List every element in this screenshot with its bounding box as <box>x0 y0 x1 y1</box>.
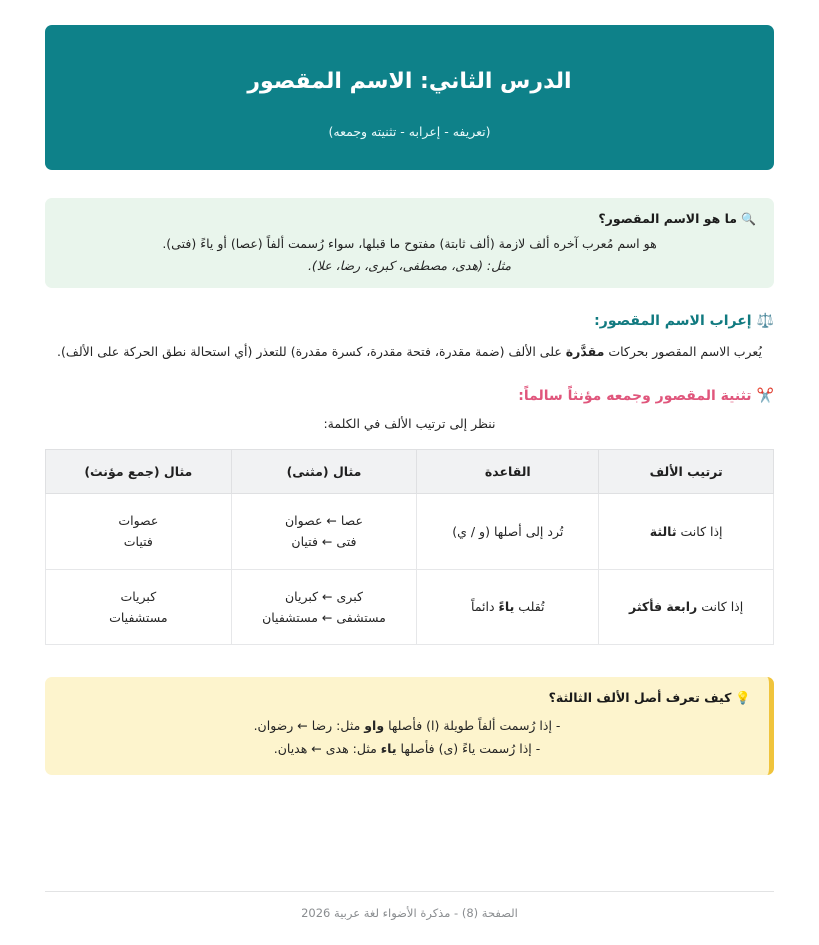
tip-line-1-before: - إذا رُسمت ألفاً طويلة (ا) فأصلها <box>384 718 561 734</box>
column-header-plural: مثال (جمع مؤنث) <box>46 450 232 494</box>
cell-rule-plain: تُقلب <box>514 599 545 615</box>
table-row <box>46 569 774 645</box>
column-header-order: ترتيب الألف <box>599 450 774 494</box>
cell-dual <box>231 569 417 645</box>
table-header-row <box>46 450 774 494</box>
cell-plural-line: عصوات <box>118 513 159 529</box>
tip-line-1-bold: واو <box>364 718 385 734</box>
tip-line-2-after: مثل: هدى ← هديان. <box>273 741 381 757</box>
cell-dual <box>231 494 417 570</box>
magnifier-icon: 🔍 <box>741 212 756 226</box>
lightbulb-icon: 💡 <box>735 690 751 706</box>
scissors-icon: ✂️ <box>756 388 774 405</box>
cell-order-plain: إذا كانت <box>697 599 744 615</box>
cell-order-bold: رابعة فأكثر <box>629 599 698 615</box>
table-row <box>46 494 774 570</box>
tip-line-1 <box>63 714 751 737</box>
cell-plural <box>46 494 232 570</box>
definition-body: هو اسم مُعرب آخره ألف لازمة (ألف ثابتة) مفتوح ما قبلها، سواء رُسمت ألفاً (عصا) أو ياءً (فتى). <box>162 236 657 251</box>
tip-line-1-after: مثل: رضا ← رضوان. <box>253 718 365 734</box>
section-heading-irab-text: إعراب الاسم المقصور: <box>594 312 752 329</box>
cell-dual-line: مستشفى ← مستشفيان <box>262 609 386 625</box>
cell-dual-line: كبرى ← كبريان <box>285 588 363 604</box>
column-header-rule: القاعدة <box>417 450 599 494</box>
cell-order-plain: إذا كانت <box>676 523 723 539</box>
cell-order <box>599 494 774 570</box>
tip-line-2-before: - إذا رُسمت ياءً (ى) فأصلها <box>396 741 541 757</box>
cell-rule: تُرد إلى أصلها (و / ي) <box>417 494 599 570</box>
cell-rule <box>417 569 599 645</box>
table-lead-line: ننظر إلى ترتيب الألف في الكلمة: <box>323 416 496 432</box>
definition-examples: مثل: (هدى، مصطفى، كبرى، رضا، علا). <box>307 257 512 273</box>
tip-line-2 <box>63 737 751 760</box>
section-heading-dual-plural <box>45 388 774 404</box>
tip-box <box>45 677 774 775</box>
irab-text-bold: مقدَّرة <box>565 343 605 359</box>
table-head <box>46 450 774 494</box>
page-footer: الصفحة (8) - مذكرة الأضواء لغة عربية 2026 <box>45 891 774 920</box>
lesson-header <box>45 25 774 170</box>
cell-rule-after: دائماً <box>471 599 499 615</box>
cell-rule-bold: ياءً <box>498 599 515 615</box>
tip-heading <box>63 690 751 706</box>
column-header-dual: مثال (مثنى) <box>231 450 417 494</box>
definition-heading <box>63 211 756 226</box>
cell-order <box>599 569 774 645</box>
definition-heading-text: ما هو الاسم المقصور؟ <box>598 211 738 226</box>
cell-dual-line: فتى ← فتيان <box>291 534 357 550</box>
irab-text-before: يُعرب الاسم المقصور بحركات <box>604 343 762 359</box>
cell-order-bold: ثالثة <box>649 523 677 539</box>
balance-scale-icon: ⚖️ <box>756 312 774 329</box>
tip-line-2-bold: ياء <box>380 741 397 757</box>
rules-table <box>45 449 774 645</box>
page-title: الدرس الثاني: الاسم المقصور <box>247 69 572 94</box>
table-body <box>46 494 774 645</box>
lesson-subtitle: (تعريفه - إعرابه - تثنيته وجمعه) <box>328 123 491 139</box>
section-heading-irab <box>45 313 774 329</box>
cell-dual-line: عصا ← عصوان <box>285 513 363 529</box>
cell-plural-line: مستشفيات <box>109 609 168 625</box>
section-heading-dual-plural-text: تثنية المقصور وجمعه مؤنثاً سالماً: <box>518 388 752 405</box>
definition-box <box>45 198 774 288</box>
cell-plural-line: كبريات <box>120 588 157 604</box>
irab-text-after: على الألف (ضمة مقدرة، فتحة مقدرة، كسرة مقدرة) للتعذر (أي استحالة نطق الحركة على الألف). <box>57 343 566 359</box>
cell-plural <box>46 569 232 645</box>
cell-plural-line: فتيات <box>123 534 153 550</box>
tip-heading-text: كيف تعرف أصل الألف الثالثة؟ <box>548 690 732 706</box>
irab-paragraph <box>45 341 774 362</box>
